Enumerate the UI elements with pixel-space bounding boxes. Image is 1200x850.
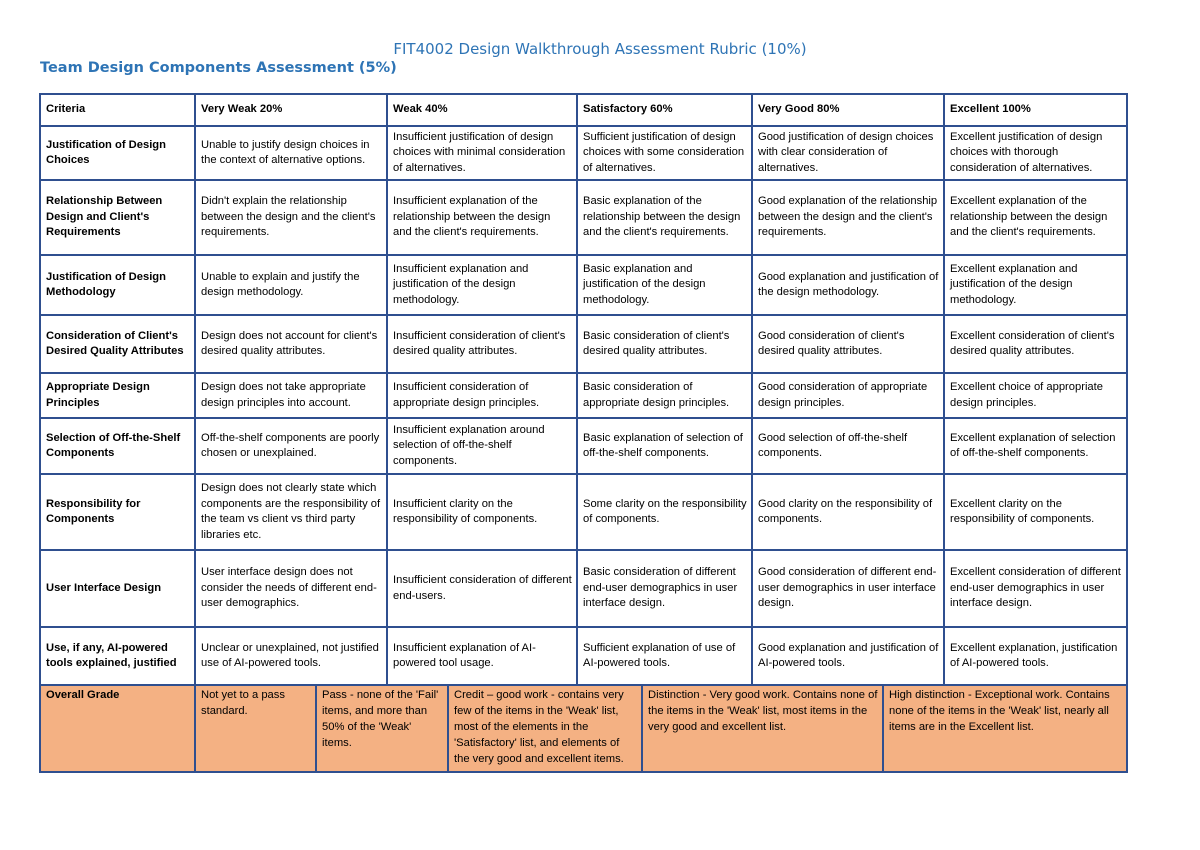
rubric-cell: Insufficient justification of design choices with minimal consideration of alternatives. [387, 126, 577, 180]
rubric-cell: Insufficient consideration of client's desired quality attributes. [387, 315, 577, 373]
rubric-cell: Unable to justify design choices in the context of alternative options. [195, 126, 387, 180]
criteria-cell: Justification of Design Methodology [40, 255, 195, 315]
rubric-cell: Design does not take appropriate design principles into account. [195, 373, 387, 418]
criteria-cell: Responsibility for Components [40, 474, 195, 550]
rubric-cell: Basic consideration of different end-user demographics in user interface design. [577, 550, 752, 627]
overall-grade-label: Overall Grade [40, 685, 195, 772]
header-very-weak: Very Weak 20% [195, 94, 387, 126]
criteria-cell: Consideration of Client's Desired Quality Attributes [40, 315, 195, 373]
rubric-cell: Good consideration of client's desired quality attributes. [752, 315, 944, 373]
rubric-cell: Basic consideration of appropriate design principles. [577, 373, 752, 418]
header-satisfactory: Satisfactory 60% [577, 94, 752, 126]
rubric-cell: Insufficient explanation around selection of off-the-shelf components. [387, 418, 577, 474]
header-excellent: Excellent 100% [944, 94, 1127, 126]
rubric-cell: Insufficient consideration of different end-users. [387, 550, 577, 627]
rubric-cell: Excellent clarity on the responsibility of components. [944, 474, 1127, 550]
header-very-good: Very Good 80% [752, 94, 944, 126]
rubric-cell: Good consideration of different end-user demographics in user interface design. [752, 550, 944, 627]
rubric-cell: Some clarity on the responsibility of components. [577, 474, 752, 550]
header-row [40, 94, 1127, 126]
rubric-cell: Sufficient explanation of use of AI-powered tools. [577, 627, 752, 685]
rubric-cell: Excellent explanation of selection of off-the-shelf components. [944, 418, 1127, 474]
rubric-cell: Excellent choice of appropriate design principles. [944, 373, 1127, 418]
rubric-cell: Insufficient consideration of appropriate design principles. [387, 373, 577, 418]
rubric-cell: Insufficient explanation of AI-powered tool usage. [387, 627, 577, 685]
rubric-cell: Good clarity on the responsibility of components. [752, 474, 944, 550]
rubric-cell: Didn't explain the relationship between the design and the client's requirements. [195, 180, 387, 255]
rubric-cell: Good selection of off-the-shelf components. [752, 418, 944, 474]
overall-grade-row [40, 685, 1127, 772]
table-row [40, 474, 1127, 550]
rubric-cell: Basic explanation of selection of off-the-shelf components. [577, 418, 752, 474]
rubric-cell: User interface design does not consider the needs of different end-user demographics. [195, 550, 387, 627]
rubric-cell: Good justification of design choices with clear consideration of alternatives. [752, 126, 944, 180]
table-row [40, 418, 1127, 474]
rubric-cell: Excellent explanation of the relationship between the design and the client's requirements. [944, 180, 1127, 255]
table-row [40, 550, 1127, 627]
table-row [40, 627, 1127, 685]
rubric-cell: Unable to explain and justify the design methodology. [195, 255, 387, 315]
table-row [40, 373, 1127, 418]
table-row [40, 315, 1127, 373]
rubric-cell: Good explanation and justification of AI-powered tools. [752, 627, 944, 685]
grade-cell-pass: Pass - none of the 'Fail' items, and more than 50% of the 'Weak' items. [316, 685, 448, 772]
rubric-cell: Insufficient explanation of the relationship between the design and the client's requirements. [387, 180, 577, 255]
rubric-cell: Good consideration of appropriate design principles. [752, 373, 944, 418]
rubric-cell: Unclear or unexplained, not justified use of AI-powered tools. [195, 627, 387, 685]
rubric-cell: Sufficient justification of design choices with some consideration of alternatives. [577, 126, 752, 180]
criteria-cell: Use, if any, AI-powered tools explained, justified [40, 627, 195, 685]
grade-cell-fail: Not yet to a pass standard. [195, 685, 316, 772]
rubric-cell: Good explanation and justification of the design methodology. [752, 255, 944, 315]
rubric-table [39, 93, 1128, 686]
criteria-cell: User Interface Design [40, 550, 195, 627]
document-title: FIT4002 Design Walkthrough Assessment Rubric (10%) [393, 40, 807, 58]
rubric-cell: Good explanation of the relationship between the design and the client's requirements. [752, 180, 944, 255]
rubric-cell: Design does not clearly state which components are the responsibility of the team vs client vs third party libraries etc. [195, 474, 387, 550]
rubric-cell: Basic consideration of client's desired quality attributes. [577, 315, 752, 373]
grade-cell-distinction: Distinction - Very good work. Contains none of the items in the 'Weak' list, most items in the very good and excellent list. [642, 685, 883, 772]
rubric-cell: Excellent consideration of client's desired quality attributes. [944, 315, 1127, 373]
rubric-cell: Excellent explanation, justification of AI-powered tools. [944, 627, 1127, 685]
rubric-cell: Basic explanation and justification of the design methodology. [577, 255, 752, 315]
rubric-cell: Excellent justification of design choices with thorough consideration of alternatives. [944, 126, 1127, 180]
rubric-cell: Design does not account for client's desired quality attributes. [195, 315, 387, 373]
grade-cell-high-distinction: High distinction - Exceptional work. Contains none of the items in the 'Weak' list, nearly all items are in the Excellent list. [883, 685, 1127, 772]
criteria-cell: Appropriate Design Principles [40, 373, 195, 418]
overall-grade-table [39, 684, 1128, 773]
rubric-cell: Excellent consideration of different end-user demographics in user interface design. [944, 550, 1127, 627]
table-row [40, 126, 1127, 180]
table-row [40, 180, 1127, 255]
table-row [40, 255, 1127, 315]
header-weak: Weak 40% [387, 94, 577, 126]
criteria-cell: Justification of Design Choices [40, 126, 195, 180]
rubric-cell: Excellent explanation and justification of the design methodology. [944, 255, 1127, 315]
criteria-cell: Relationship Between Design and Client's Requirements [40, 180, 195, 255]
criteria-cell: Selection of Off-the-Shelf Components [40, 418, 195, 474]
header-criteria: Criteria [40, 94, 195, 126]
rubric-cell: Insufficient clarity on the responsibility of components. [387, 474, 577, 550]
grade-cell-credit: Credit – good work - contains very few of the items in the 'Weak' list, most of the elements in the 'Satisfactory' list, and elements of the very good and excellent items. [448, 685, 642, 772]
document-subtitle: Team Design Components Assessment (5%) [40, 60, 397, 76]
rubric-cell: Basic explanation of the relationship between the design and the client's requirements. [577, 180, 752, 255]
rubric-cell: Off-the-shelf components are poorly chosen or unexplained. [195, 418, 387, 474]
rubric-cell: Insufficient explanation and justification of the design methodology. [387, 255, 577, 315]
